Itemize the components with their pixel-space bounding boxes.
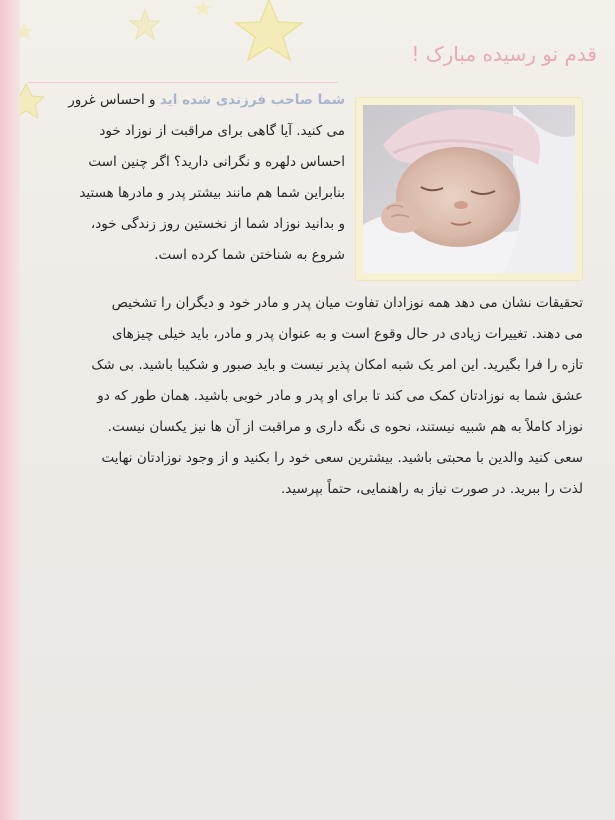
- intro-line-rest: و احساس غرور: [68, 92, 160, 108]
- photo-frame: [356, 98, 582, 280]
- page-title: قدم نو رسیده مبارک !: [411, 42, 597, 66]
- intro-line: احساس دلهره و نگرانی دارید؟ اگر چنین است: [88, 154, 345, 170]
- star-icon: [128, 8, 162, 42]
- star-icon: [232, 0, 306, 64]
- body-line: عشق شما به نوزادتان کمک می کند تا برای او پدر و مادر خوبی باشید. همان طور که دو: [97, 388, 583, 404]
- star-icon: [192, 0, 214, 16]
- intro-paragraph: [27, 85, 345, 271]
- title-divider: [28, 82, 338, 83]
- star-icon: [20, 20, 44, 44]
- body-paragraph: [28, 288, 583, 505]
- intro-highlight: شما صاحب فرزندی شده اید: [159, 92, 345, 108]
- intro-line: می کنید. آیا گاهی برای مراقبت از نوزاد خود: [99, 123, 345, 139]
- body-line: سعی کنید والدین با محبتی باشید. بیشترین سعی خود را بکنید و از وجود نوزادتان نهایت: [101, 450, 583, 466]
- body-line: تازه را فرا بگیرید. این امر یک شبه امکان پذیر نیست و باید صبور و شکیبا باشید. بی شک: [91, 357, 583, 373]
- body-line: تحقیقات نشان می دهد همه نوزادان تفاوت میان پدر و مادر خود و دیگران را تشخیص: [111, 295, 583, 311]
- intro-line: و بدانید نوزاد شما از نخستین روز زندگی خود،: [90, 216, 345, 232]
- body-line: لذت را ببرید. در صورت نیاز به راهنمایی، حتماً بپرسید.: [281, 481, 583, 497]
- page-pink-edge: [0, 0, 20, 820]
- newborn-baby-photo: [363, 105, 575, 273]
- intro-line: [27, 85, 345, 116]
- body-line: می دهند. تغییرات زیادی در حال وقوع است و به عنوان پدر و مادر، باید خیلی چیزهای: [111, 326, 583, 342]
- body-line: نوزاد کاملاً به هم شبیه نیستند، نحوه ی نگه داری و مراقبت از آن ها نیز یکسان نیست.: [107, 419, 583, 435]
- intro-line: شروع به شناختن شما کرده است.: [154, 247, 345, 263]
- intro-line: بنابراین شما هم مانند بیشتر پدر و مادرها هستید: [79, 185, 345, 201]
